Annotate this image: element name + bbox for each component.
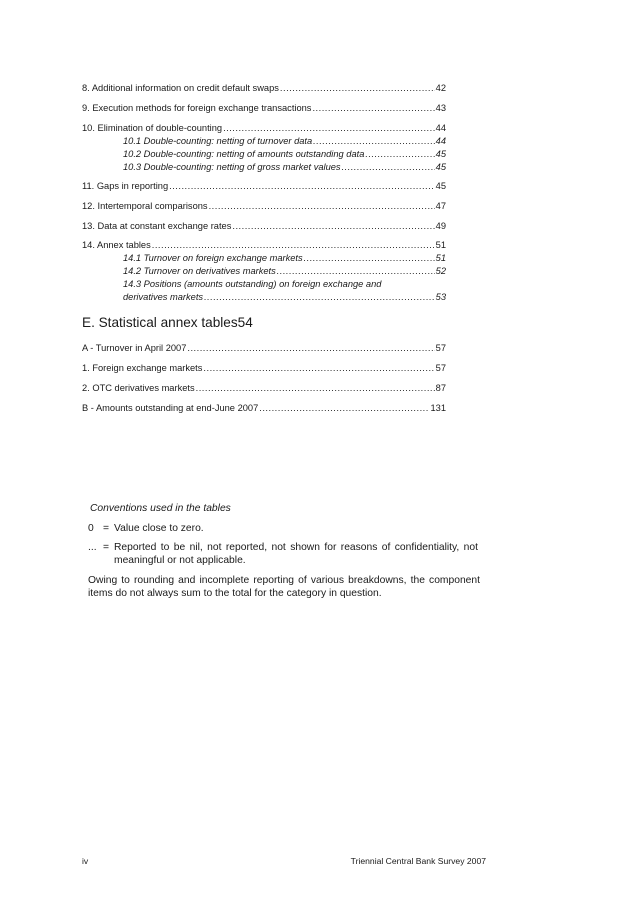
convention-text: Reported to be nil, not reported, not shown for reasons of confidentiality, not meaningful or not applicable. (114, 542, 478, 566)
toc-entry-10[interactable]: 10. Elimination of double-counting ..... 44 (82, 122, 446, 134)
toc-entry-10-1[interactable]: 10.1 Double-counting: netting of turnover data ..... 44 (123, 135, 446, 147)
toc-page-number: 57 (435, 363, 446, 373)
toc-entry-14-2[interactable]: 14.2 Turnover on derivatives markets ..... 52 (123, 265, 446, 277)
toc-entry-12[interactable]: 12. Intertemporal comparisons ..... 47 (82, 200, 446, 212)
toc-page-number: 45 (435, 149, 446, 159)
convention-ellipsis (88, 541, 484, 567)
toc-entry-11[interactable]: 11. Gaps in reporting ..... 45 (82, 180, 446, 192)
toc-page-number: 43 (435, 103, 446, 113)
toc-entry-annex-1[interactable]: 1. Foreign exchange markets ..... 57 (82, 362, 446, 374)
toc-entry-14-1[interactable]: 14.1 Turnover on foreign exchange markets ..... 51 (123, 252, 446, 264)
toc-page-number: 131 (430, 403, 446, 413)
toc-entry-14[interactable]: 14. Annex tables ..... 51 (82, 239, 446, 251)
toc-page-number: 52 (435, 266, 446, 276)
toc-entry-8[interactable]: 8. Additional information on credit default swaps ..... 42 (82, 82, 446, 94)
toc-entry-9[interactable]: 9. Execution methods for foreign exchange transactions ..... 43 (82, 102, 446, 114)
toc-page-number: 42 (435, 83, 446, 93)
footer-page-number: iv (82, 856, 89, 866)
toc-page-number: 87 (435, 383, 446, 393)
toc-page-number: 53 (435, 292, 446, 302)
toc-entry-annex-a[interactable]: A - Turnover in April 2007 ..... 57 (82, 342, 446, 354)
convention-equals: = (102, 523, 109, 534)
convention-symbol: 0 (88, 523, 94, 534)
toc-entry-annex-2[interactable]: 2. OTC derivatives markets ..... 87 (82, 382, 446, 394)
toc-page-number: 47 (435, 201, 446, 211)
toc-entry-10-3[interactable]: 10.3 Double-counting: netting of gross market values ..... 45 (123, 161, 446, 173)
toc-page-number: 51 (435, 240, 446, 250)
toc-page-number: 49 (435, 221, 446, 231)
toc-section-e[interactable]: E. Statistical annex tables 54 (82, 315, 253, 330)
conventions-title: Conventions used in the tables (90, 503, 231, 514)
toc-entry-14-3-line1[interactable]: 14.3 Positions (amounts outstanding) on foreign exchange and (123, 279, 382, 289)
toc-entry-13[interactable]: 13. Data at constant exchange rates ..... 49 (82, 220, 446, 232)
toc-page-number: 45 (435, 162, 446, 172)
toc-entry-annex-b[interactable]: B - Amounts outstanding at end-June 2007 ..... 131 (82, 402, 446, 414)
toc-entry-14-3[interactable]: derivatives markets ..... 53 (123, 291, 446, 303)
toc-page-number: 57 (435, 343, 446, 353)
convention-zero (88, 522, 204, 535)
toc-entry-10-2[interactable]: 10.2 Double-counting: netting of amounts outstanding data ..... 45 (123, 148, 446, 160)
footer-publication-title: Triennial Central Bank Survey 2007 (350, 856, 486, 866)
convention-symbol: ... (88, 542, 97, 553)
conventions-note: Owing to rounding and incomplete reporting of various breakdowns, the component items do not always sum to the total for the category in question. (88, 575, 480, 599)
toc-page-number: 44 (435, 123, 446, 133)
toc-page-number: 45 (435, 181, 446, 191)
toc-page-number: 51 (435, 253, 446, 263)
toc-page-number: 54 (237, 315, 253, 330)
toc-page-number: 44 (435, 136, 446, 146)
convention-text: Value close to zero. (114, 523, 204, 534)
convention-equals: = (102, 542, 109, 553)
